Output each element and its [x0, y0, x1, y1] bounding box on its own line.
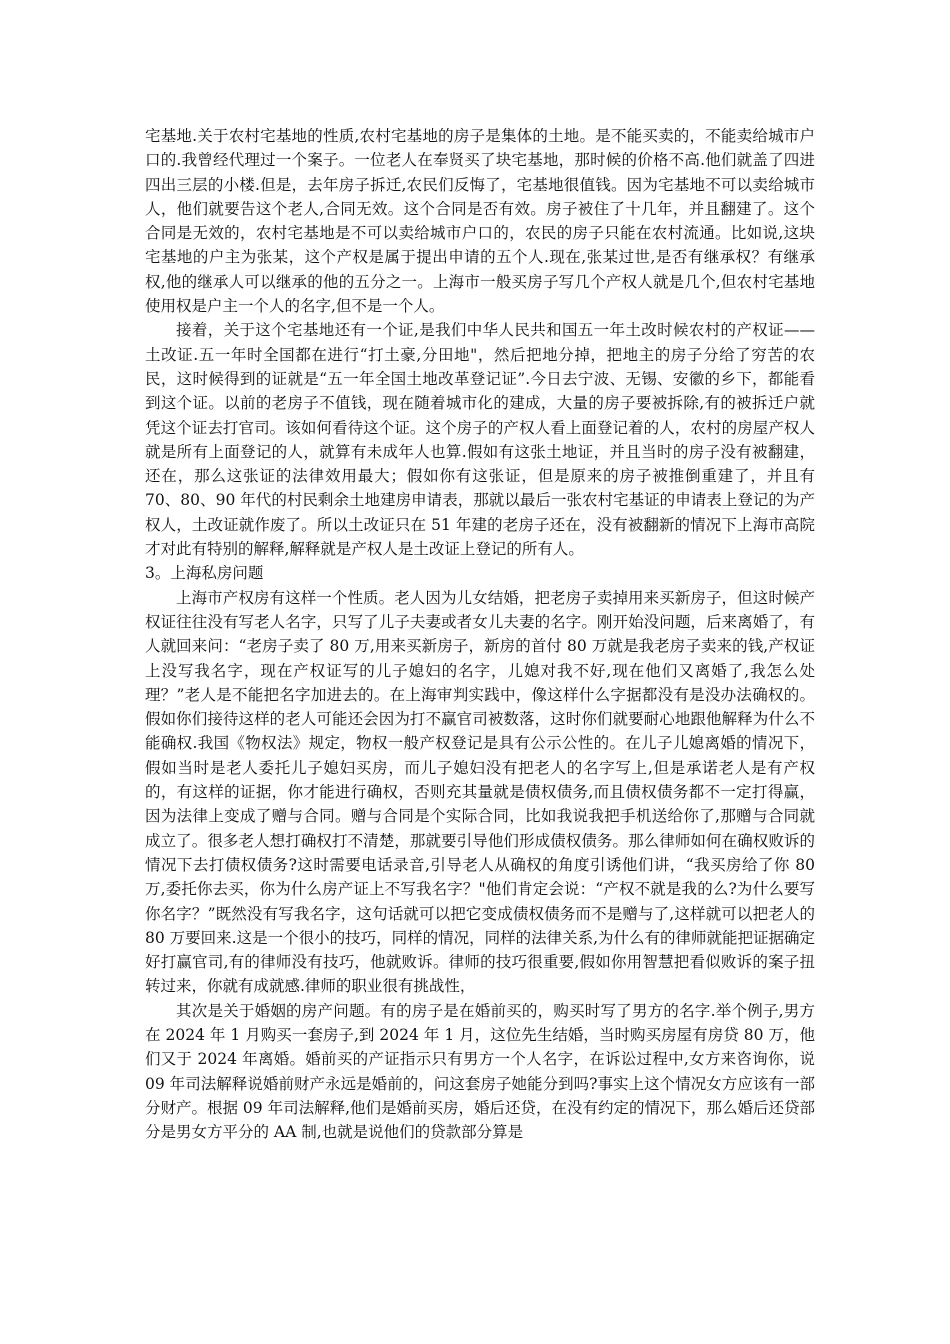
- paragraph-homestead-nature: 宅基地.关于农村宅基地的性质,农村宅基地的房子是集体的土地。是不能买卖的，不能卖给城市户口的.我曾经代理过一个案子。一位老人在奉贤买了块宅基地，那时候的价格不高.他们就盖了四进四出三层的小楼.但是，去年房子拆迁,农民们反悔了，宅基地很值钱。因为宅基地不可以卖给城市人，他们就要告这个老人,合同无效。这个合同是否有效。房子被住了十几年，并且翻建了。这个合同是无效的，农村宅基地是不可以卖给城市户口的，农民的房子只能在农村流通。比如说,这块宅基地的户主为张某，这个产权是属于提出申请的五个人.现在,张某过世,是否有继承权？有继承权,他的继承人可以继承的他的五分之一。上海市一般买房子写几个产权人就是几个,但农村宅基地使用权是户主一个人的名字,但不是一个人。: [145, 127, 815, 316]
- paragraph-shanghai-property: 上海市产权房有这样一个性质。老人因为儿女结婚，把老房子卖掉用来买新房子，但这时候产权证往往没有写老人名字，只写了儿子夫妻或者女儿夫妻的名字。刚开始没问题，后来离婚了，有人就回来问：“老房子卖了 80 万,用来买新房子，新房的首付 80 万就是我老房子卖来的钱,产权证上没写我名字，现在产权证写的儿子媳妇的名字，儿媳对我不好,现在他们又离婚了,我怎么处理？”老人是不能把名字加进去的。在上海审判实践中，像这样什么字据都没有是没办法确权的。假如你们接待这样的老人可能还会因为打不赢官司被数落，这时你们就要耐心地跟他解释为什么不能确权.我国《物权法》规定，物权一般产权登记是具有公示公性的。在儿子儿媳离婚的情况下，假如当时是老人委托儿子媳妇买房，而儿子媳妇没有把老人的名字写上,但是承诺老人是有产权的，有这样的证据，你才能进行确权，否则充其量就是债权债务,而且债权债务都不一定打得赢，因为法律上变成了赠与合同。赠与合同是个实际合同，比如我说我把手机送给你了,那赠与合同就成立了。很多老人想打确权打不清楚，那就要引导他们形成债权债务。那么律师如何在确权败诉的情况下去打债权债务?这时需要电话录音,引导老人从确权的角度引诱他们讲，“我买房给了你 80 万,委托你去买，你为什么房产证上不写我名字？"他们肯定会说：“产权不就是我的么?为什么要写你名字？”既然没有写我名字，这句话就可以把它变成债权债务而不是赠与了,这样就可以把老人的 80 万要回来.这是一个很小的技巧，同样的情况，同样的法律关系,为什么有的律师就能把证据确定好打赢官司,有的律师没有技巧，他就败诉。律师的技巧很重要,假如你用智慧把看似败诉的案子扭转过来，你就有成就感.律师的职业很有挑战性，: [145, 588, 816, 996]
- paragraph-land-reform-certificate: 接着，关于这个宅基地还有一个证,是我们中华人民共和国五一年土改时候农村的产权证——土改证.五一年时全国都在进行“打土豪,分田地"，然后把地分掉，把地主的房子分给了穷苦的农民，这时候得到的证就是“五一年全国土地改革登记证”.今日去宁波、无锡、安徽的乡下，都能看到这个证。以前的老房子不值钱，现在随着城市化的建成，大量的房子要被拆除,有的被拆迁户就凭这个证去打官司。该如何看待这个证。这个房子的产权人看上面登记着的人，农村的房屋产权人就是所有上面登记的人，就算有未成年人也算.假如有这张土地证，并且当时的房子没有被翻建，还在，那么这张证的法律效用最大；假如你有这张证，但是原来的房子被推倒重建了，并且有 70、80、90 年代的村民剩余土地建房申请表，那就以最后一张农村宅基证的申请表上登记的为产权人，土改证就作废了。所以土改证只在 51 年建的老房子还在，没有被翻新的情况下上海市高院才对此有特别的解释,解释就是产权人是土改证上登记的所有人。: [145, 321, 815, 559]
- section-heading: 3。上海私房问题: [145, 564, 264, 583]
- document-body: [145, 124, 815, 1144]
- paragraph-marriage-property: 其次是关于婚姻的房产问题。有的房子是在婚前买的，购买时写了男方的名字.举个例子,男方在 2024 年 1 月购买一套房子,到 2024 年 1 月，这位先生结婚，当时购买房屋有房贷 80 万，他们又于 2024 年离婚。婚前买的产证指示只有男方一个人名字，在诉讼过程中,女方来咨询你，说 09 年司法解释说婚前财产永远是婚前的，问这套房子她能分到吗?事实上这个情况女方应该有一部分财产。根据 09 年司法解释,他们是婚前买房，婚后还贷，在没有约定的情况下，那么婚后还贷部分是男女方平分的 AA 制,也就是说他们的贷款部分算是: [145, 1001, 816, 1142]
